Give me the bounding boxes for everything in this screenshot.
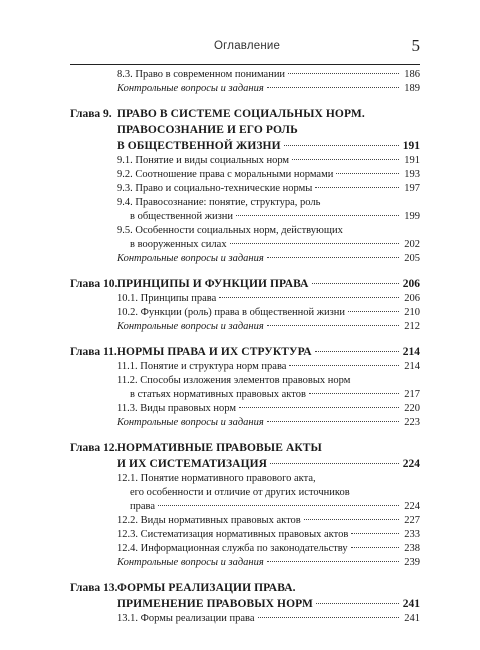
toc-entry[interactable] xyxy=(70,344,420,360)
chapter-label: Глава 12. xyxy=(70,442,118,454)
toc-entry[interactable] xyxy=(70,292,420,306)
section-title-continued: в общественной жизни xyxy=(130,211,233,222)
page-ref: 193 xyxy=(404,169,420,180)
section-title: 11.3. Виды правовых норм xyxy=(117,403,237,414)
dot-leader xyxy=(158,505,399,506)
dot-leader xyxy=(304,519,399,520)
page-ref: 241 xyxy=(404,613,420,624)
toc-entry[interactable] xyxy=(70,196,420,210)
chapter-label: Глава 13. xyxy=(70,582,118,594)
dot-leader xyxy=(315,187,399,188)
dot-leader xyxy=(230,243,399,244)
dot-leader xyxy=(316,603,399,604)
dot-leader xyxy=(258,617,399,618)
dot-leader xyxy=(351,533,399,534)
section-title-continued: его особенности и отличие от других источников xyxy=(130,487,350,498)
toc-entry[interactable] xyxy=(70,82,420,96)
toc-entry[interactable] xyxy=(70,556,420,570)
chapter-gap xyxy=(70,96,420,106)
page-ref: 220 xyxy=(404,403,420,414)
toc-entry[interactable] xyxy=(70,252,420,266)
section-title: 10.2. Функции (роль) права в общественной жизни xyxy=(117,307,345,318)
dot-leader xyxy=(289,365,399,366)
chapter-title-continued: В ОБЩЕСТВЕННОЙ ЖИЗНИ xyxy=(117,140,281,152)
section-title: 9.3. Право и социально-технические нормы xyxy=(117,183,313,194)
dot-leader xyxy=(267,87,399,88)
review-questions-title: Контрольные вопросы и задания xyxy=(117,321,264,332)
page-ref: 199 xyxy=(404,211,420,222)
toc-entry[interactable] xyxy=(70,402,420,416)
toc-entry[interactable] xyxy=(70,542,420,556)
section-title: 9.2. Соотношение права с моральными нормами xyxy=(117,169,334,180)
page-ref: 217 xyxy=(404,389,420,400)
table-of-contents xyxy=(70,68,420,626)
chapter-heading xyxy=(70,106,420,122)
chapter-heading xyxy=(70,344,312,360)
page-ref: 202 xyxy=(404,239,420,250)
toc-entry[interactable] xyxy=(70,238,420,252)
chapter-label: Глава 10. xyxy=(70,278,118,290)
toc-entry[interactable] xyxy=(70,138,420,154)
page-ref: 191 xyxy=(404,155,420,166)
page-ref: 197 xyxy=(404,183,420,194)
toc-entry[interactable] xyxy=(70,416,420,430)
toc-entry[interactable] xyxy=(70,612,420,626)
dot-leader xyxy=(348,311,399,312)
toc-entry[interactable] xyxy=(70,154,420,168)
dot-leader xyxy=(336,173,399,174)
page-ref: 205 xyxy=(404,253,420,264)
page-ref: 238 xyxy=(404,543,420,554)
page-ref: 206 xyxy=(404,293,420,304)
chapter-title: ПРИНЦИПЫ И ФУНКЦИИ ПРАВА xyxy=(117,278,309,290)
section-title: 13.1. Формы реализации права xyxy=(117,613,255,624)
chapter-gap xyxy=(70,570,420,580)
dot-leader xyxy=(312,283,399,284)
toc-entry[interactable] xyxy=(70,210,420,224)
toc-entry[interactable] xyxy=(70,276,420,292)
running-header-title: Оглавление xyxy=(214,40,281,52)
toc-entry[interactable] xyxy=(70,306,420,320)
section-title: 11.2. Способы изложения элементов правовых норм xyxy=(117,375,351,386)
page-number: 5 xyxy=(411,36,420,55)
chapter-title: НОРМАТИВНЫЕ ПРАВОВЫЕ АКТЫ xyxy=(117,442,322,454)
section-title: 12.4. Информационная служба по законодательству xyxy=(117,543,348,554)
section-title: 8.3. Право в современном понимании xyxy=(117,69,286,80)
review-questions-title: Контрольные вопросы и задания xyxy=(117,83,264,94)
dot-leader xyxy=(315,351,399,352)
dot-leader xyxy=(239,407,399,408)
toc-entry[interactable] xyxy=(70,320,420,334)
dot-leader xyxy=(236,215,399,216)
chapter-title: ПРАВО В СИСТЕМЕ СОЦИАЛЬНЫХ НОРМ. xyxy=(117,108,365,120)
chapter-heading xyxy=(70,276,309,292)
chapter-title-continued: И ИХ СИСТЕМАТИЗАЦИЯ xyxy=(117,458,268,470)
dot-leader xyxy=(284,145,399,146)
chapter-label: Глава 11. xyxy=(70,346,117,358)
chapter-heading xyxy=(70,580,420,596)
section-title-continued: права xyxy=(130,501,156,512)
page-ref: 214 xyxy=(402,346,420,358)
toc-entry[interactable] xyxy=(70,388,420,402)
dot-leader xyxy=(309,393,399,394)
dot-leader xyxy=(267,257,399,258)
review-questions-title: Контрольные вопросы и задания xyxy=(117,253,264,264)
dot-leader xyxy=(267,421,399,422)
chapter-gap xyxy=(70,334,420,344)
toc-entry[interactable] xyxy=(70,182,420,196)
page-ref: 189 xyxy=(404,83,420,94)
page-ref: 223 xyxy=(404,417,420,428)
dot-leader xyxy=(267,561,399,562)
section-title: 12.3. Систематизация нормативных правовых актов xyxy=(117,529,349,540)
toc-entry[interactable] xyxy=(70,528,420,542)
page-ref: 233 xyxy=(404,529,420,540)
toc-entry[interactable] xyxy=(70,224,420,238)
page-ref: 210 xyxy=(404,307,420,318)
section-title: 11.1. Понятие и структура норм права xyxy=(117,361,287,372)
review-questions-title: Контрольные вопросы и задания xyxy=(117,417,264,428)
page-ref: 227 xyxy=(404,515,420,526)
chapter-title-continued: ПРИМЕНЕНИЕ ПРАВОВЫХ НОРМ xyxy=(117,598,314,610)
toc-entry[interactable] xyxy=(70,68,420,82)
page-ref: 206 xyxy=(402,278,420,290)
running-header xyxy=(70,38,420,64)
page-ref: 186 xyxy=(404,69,420,80)
section-title: 9.4. Правосознание: понятие, структура, роль xyxy=(117,197,321,208)
section-title-continued: в статьях нормативных правовых актов xyxy=(130,389,306,400)
page-ref: 214 xyxy=(404,361,420,372)
page-ref: 224 xyxy=(402,458,420,470)
section-title: 9.1. Понятие и виды социальных норм xyxy=(117,155,290,166)
toc-entry[interactable] xyxy=(70,472,420,486)
chapter-label: Глава 9. xyxy=(70,108,112,120)
dot-leader xyxy=(292,159,399,160)
page-ref: 191 xyxy=(402,140,420,152)
chapter-gap xyxy=(70,266,420,276)
toc-entry[interactable] xyxy=(70,168,420,182)
header-rule xyxy=(70,64,420,65)
dot-leader xyxy=(288,73,399,74)
section-title-continued: в вооруженных силах xyxy=(130,239,227,250)
chapter-title: ФОРМЫ РЕАЛИЗАЦИИ ПРАВА. xyxy=(117,582,296,594)
chapter-title-continued: ПРАВОСОЗНАНИЕ И ЕГО РОЛЬ xyxy=(117,124,298,136)
section-title: 10.1. Принципы права xyxy=(117,293,217,304)
page-ref: 224 xyxy=(404,501,420,512)
chapter-heading xyxy=(70,440,420,456)
page-ref: 241 xyxy=(402,598,420,610)
toc-entry[interactable] xyxy=(70,500,420,514)
section-title: 12.1. Понятие нормативного правового акта, xyxy=(117,473,316,484)
section-title: 9.5. Особенности социальных норм, действующих xyxy=(117,225,343,236)
review-questions-title: Контрольные вопросы и задания xyxy=(117,557,264,568)
toc-entry[interactable] xyxy=(70,374,420,388)
toc-entry[interactable] xyxy=(70,106,420,122)
toc-entry[interactable] xyxy=(70,580,420,596)
chapter-title: НОРМЫ ПРАВА И ИХ СТРУКТУРА xyxy=(117,346,312,358)
toc-entry[interactable] xyxy=(70,514,420,528)
dot-leader xyxy=(351,547,399,548)
toc-entry[interactable] xyxy=(70,360,420,374)
page-ref: 239 xyxy=(404,557,420,568)
section-title: 12.2. Виды нормативных правовых актов xyxy=(117,515,301,526)
chapter-gap xyxy=(70,430,420,440)
toc-entry[interactable] xyxy=(70,456,420,472)
toc-entry[interactable] xyxy=(70,122,420,138)
page-ref: 212 xyxy=(404,321,420,332)
toc-entry[interactable] xyxy=(70,486,420,500)
dot-leader xyxy=(270,463,399,464)
toc-entry[interactable] xyxy=(70,440,420,456)
toc-entry[interactable] xyxy=(70,596,420,612)
dot-leader xyxy=(267,325,399,326)
dot-leader xyxy=(219,297,399,298)
